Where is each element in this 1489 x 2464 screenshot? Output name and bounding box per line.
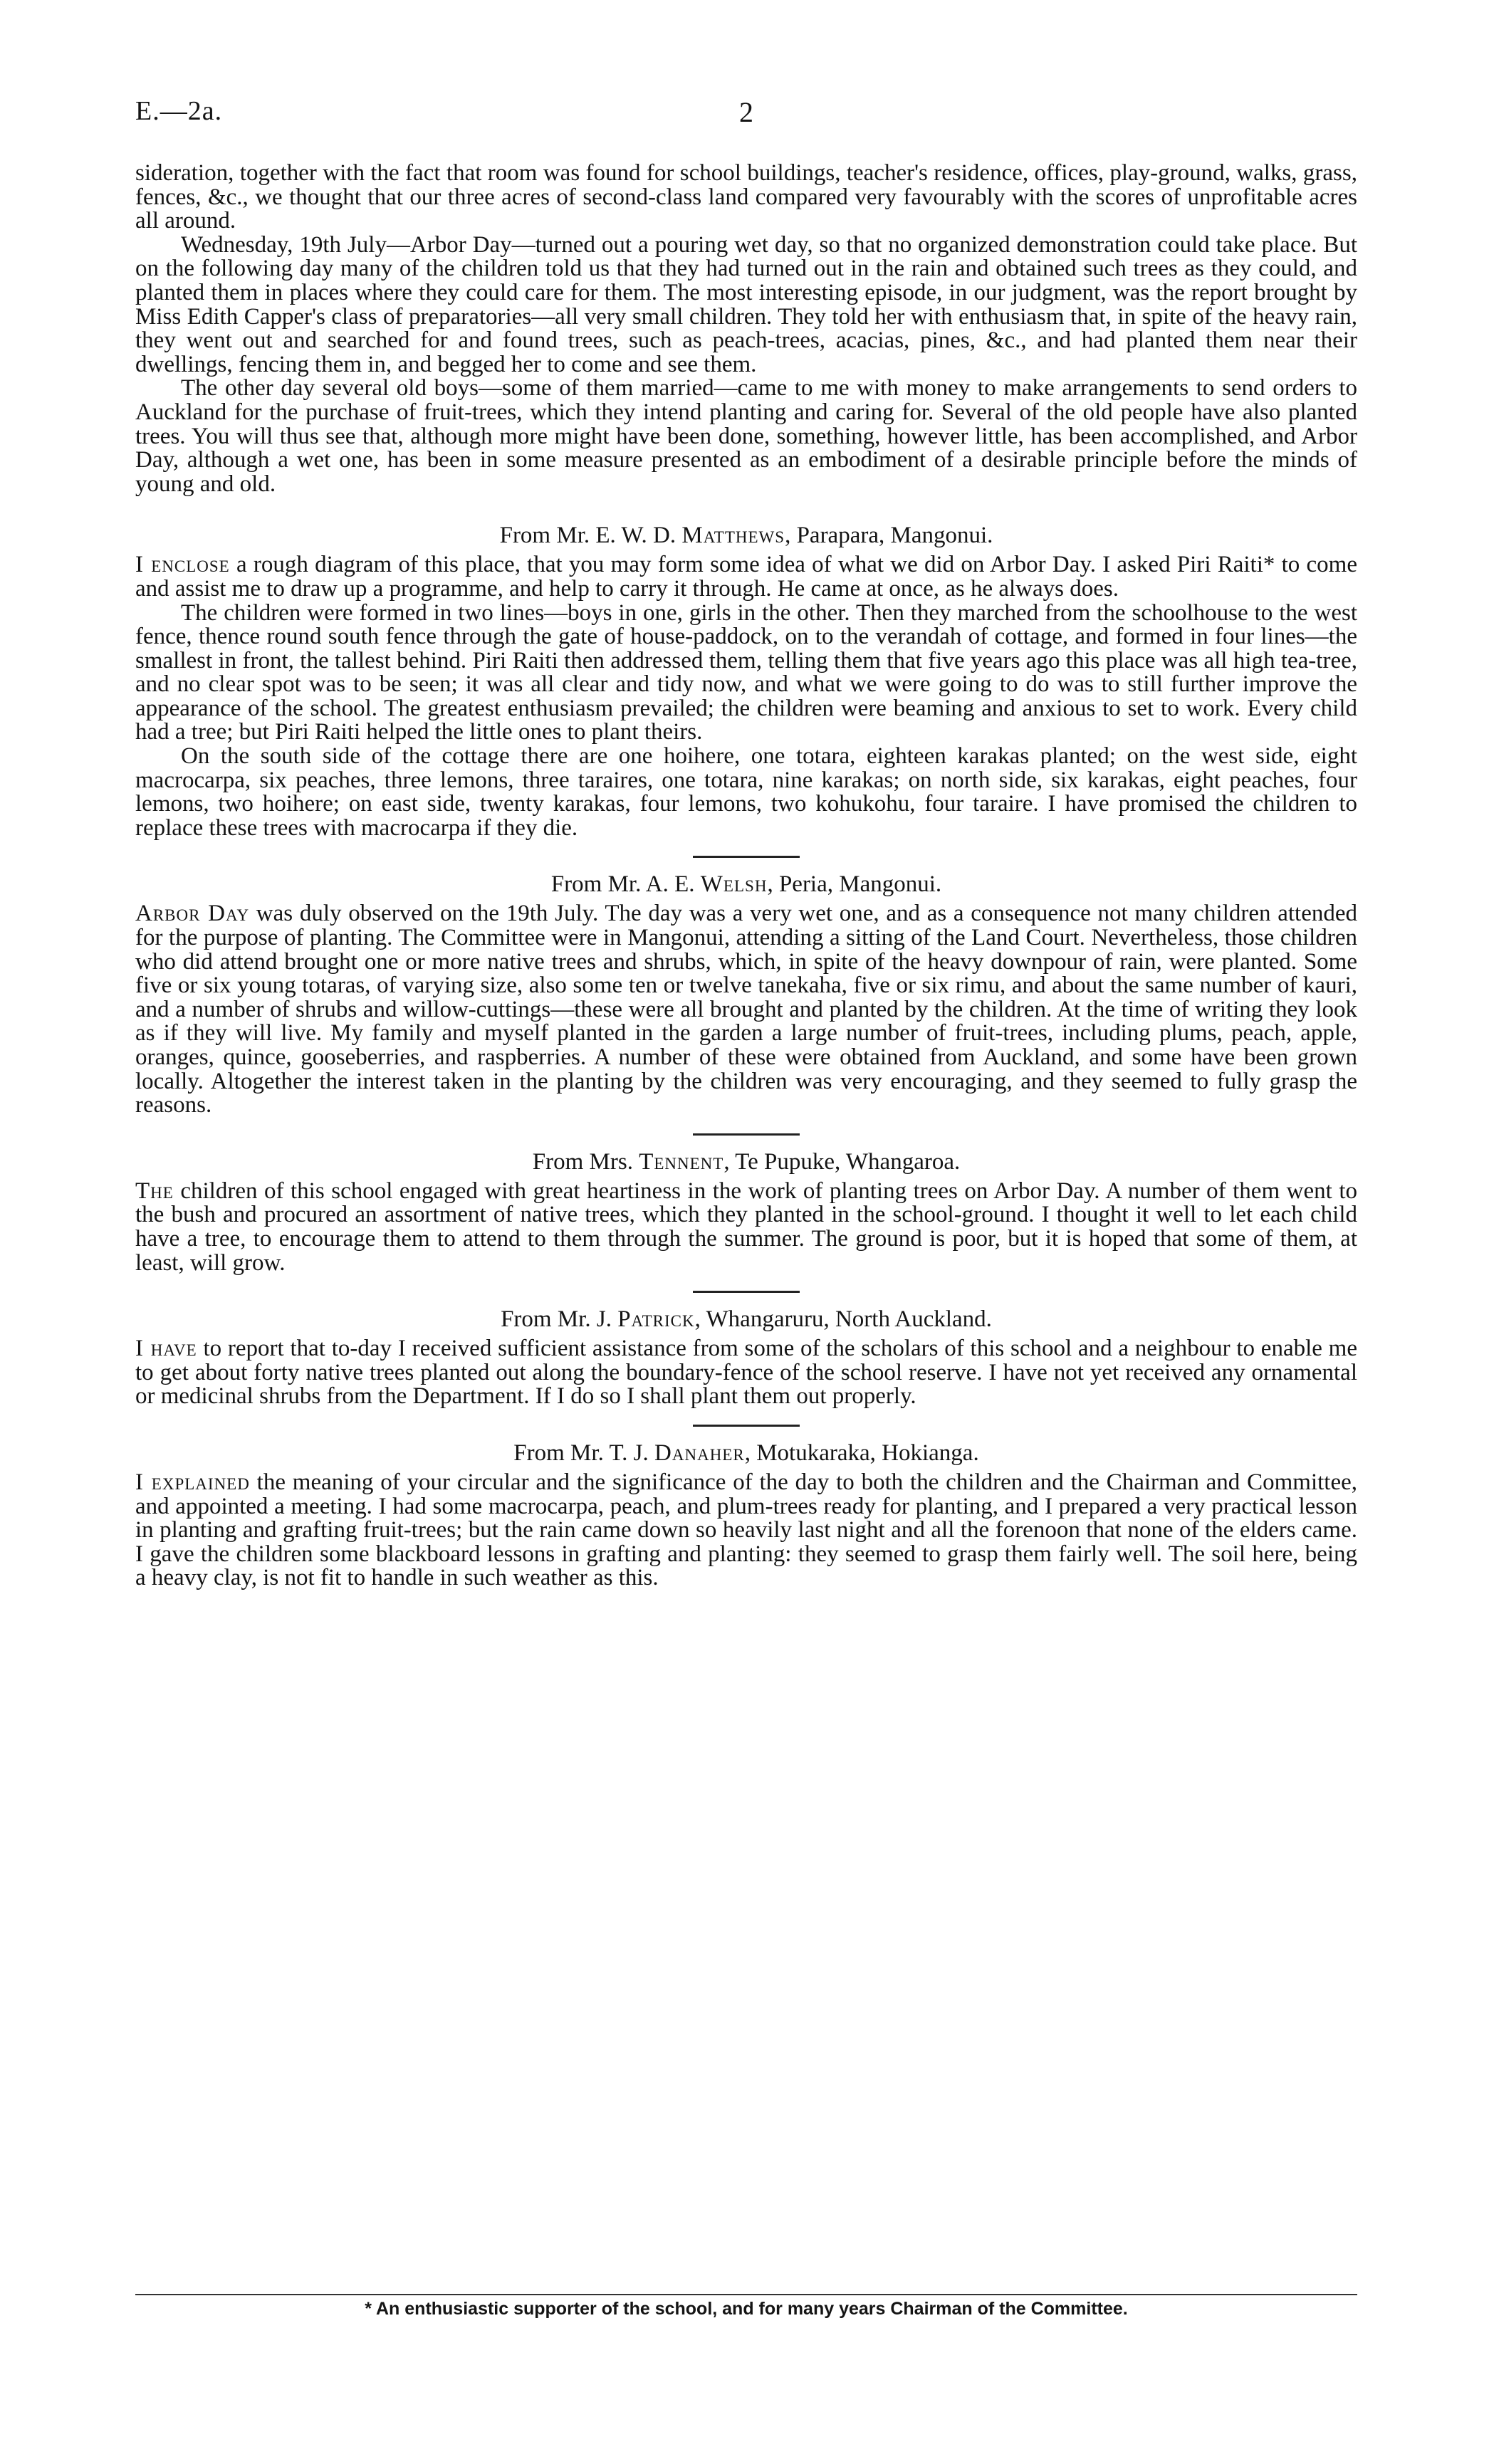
footnote: * An enthusiastic supporter of the school, and for many years Chairman of the Committee. [365,2299,1128,2319]
heading-place: , Te Pupuke, Whangaroa. [723,1148,961,1175]
paragraph-text: to report that to-day I received sufficient assistance from some of the scholars of this school and a neighbour to enable me to get about forty native trees planted out along the boundary-fence of the school reserve. I have not yet received any ornamental or medicinal shrubs from the Department. If I do so I shall plant them out properly. [135,1336,1357,1410]
paragraph-text: a rough diagram of this place, that you may form some idea of what we did on Arbor Day. I asked Piri Raiti* to come and assist me to draw up a programme, and help to carry it through. He came at once, as he always does. [135,552,1357,602]
page-header [135,95,1357,138]
heading-name: Welsh [700,871,768,898]
patrick-paragraph-1 [135,1337,1357,1409]
heading-name: Danaher [654,1440,745,1466]
heading-place: , Motukaraka, Hokianga. [744,1440,979,1466]
intro-paragraph-3: The other day several old boys—some of them married—came to me with money to make arrangements to send orders to Auckland for the purchase of fruit-trees, which they intend planting and caring for. Several of the old people have also planted trees. You will thus see that, although more might have been done, something, however little, has been accomplished, and Arbor Day, although a wet one, has been in some measure presented as an embodiment of a desirable principle before the minds of young and old. [135,375,1357,497]
heading-name: Patrick [617,1306,695,1333]
heading-from: From Mr. E. W. D. [499,523,676,549]
heading-place: , Parapara, Mangonui. [785,523,993,549]
document-body [135,162,1357,1590]
intro-paragraph-2: Wednesday, 19th July—Arbor Day—turned out a pouring wet day, so that no organized demonstration could take place. But on the following day many of the children told us that they had turned out in the rain and obtained such trees as they could, and planted them in places where they could care for them. The most interesting episode, in our judgment, was the report brought by Miss Edith Capper's class of preparatories—all very small children. They told her with enthusiasm that, in spite of the heavy rain, they went out and searched for and found trees, such as peach-trees, acacias, pines, &c., and had planted them near their dwellings, fencing them in, and begged her to come and see them. [135,231,1357,377]
tennent-paragraph-1 [135,1180,1357,1275]
lead-word: I enclose [135,552,230,578]
paragraph-text: the meaning of your circular and the significance of the day to both the children and the Chairman and Committee, and appointed a meeting. I had some macrocarpa, peach, and plum-trees ready for planting, and I prepared a very practical lesson in planting and grafting fruit-trees; but the rain came down so heavily last night and all the forenoon that none of the elders came. I gave the children some blackboard lessons in grafting and planting: they seemed to grasp them fairly well. The soil here, being a heavy clay, is not fit to handle in such weather as this. [135,1469,1357,1591]
intro-paragraph-1: sideration, together with the fact that room was found for school buildings, teacher's residence, offices, play-ground, walks, grass, fences, &c., we thought that our three acres of second-class land compared very favourably with the scores of unprofitable acres all around. [135,160,1357,234]
matthews-paragraph-2: The children were formed in two lines—boys in one, girls in the other. Then they marched from the schoolhouse to the west fence, thence round south fence through the gate of house-paddock, on to the verandah of cottage, and formed in four lines—the smallest in front, the tallest behind. Piri Raiti then addressed them, telling them that five years ago this place was all high tea-tree, and no clear spot was to be seen; it was all clear and tidy now, and what we were going to do was to still further improve the appearance of the school. The greatest enthusiasm prevailed; the children were beaming and anxious to set to work. Every child had a tree; but Piri Raiti helped the little ones to plant theirs. [135,599,1357,745]
section-heading-tennent [135,1150,1357,1174]
lead-word: Arbor Day [135,901,250,927]
lead-word: I have [135,1336,197,1362]
page-number: 2 [739,96,753,128]
section-heading-welsh [135,872,1357,896]
lead-word: I explained [135,1469,250,1495]
section-heading-matthews [135,523,1357,547]
heading-from: From Mr. A. E. [550,871,695,898]
heading-place: , Peria, Mangonui. [767,871,942,898]
section-heading-danaher [135,1441,1357,1465]
heading-from: From Mrs. [532,1148,633,1175]
lead-word: The [135,1178,174,1204]
document-reference: E.—2a. [135,96,223,126]
heading-from: From Mr. J. [501,1306,612,1333]
heading-name: Matthews [681,523,785,549]
paragraph-text: children of this school engaged with great heartiness in the work of planting trees on Arbor Day. A number of them went to the bush and procured an assortment of native trees, which they planted in the school-ground. I thought it well to let each child have a tree, to encourage them to attend to them through the summer. The ground is poor, but it is hoped that some of them, at least, will grow. [135,1178,1357,1276]
danaher-paragraph-1 [135,1471,1357,1590]
heading-name: Tennent [639,1148,724,1175]
heading-from: From Mr. T. J. [513,1440,649,1466]
footnote-divider [135,2294,1357,2295]
paragraph-text: was duly observed on the 19th July. The day was a very wet one, and as a consequence not many children attended for the purpose of planting. The Committee were in Mangonui, attending a sitting of the Land Court. Nevertheless, those children who did attend brought one or more native trees and shrubs, which, in spite of the heavy downpour of rain, were planted. Some five or six young totaras, of varying size, also some ten or twelve tanekaha, five or six rimu, and about the same number of kauri, and a number of shrubs and willow-cuttings—these were all brought and planted by the children. At the time of writing they look as if they will live. My family and myself planted in the garden a large number of fruit-trees, including plums, peach, apple, oranges, quince, gooseberries, and raspberries. A number of these were obtained from Auckland, and some have been grown locally. Altogether the interest taken in the planting by the children was very encouraging, and they seemed to fully grasp the reasons. [135,901,1357,1118]
matthews-paragraph-1 [135,553,1357,601]
heading-place: , Whangaruru, North Auckland. [694,1306,992,1333]
section-heading-patrick [135,1307,1357,1331]
matthews-paragraph-3: On the south side of the cottage there are one hoihere, one totara, eighteen karakas planted; on the west side, eight macrocarpa, six peaches, three lemons, three taraires, one totara, nine karakas; on north side, six karakas, eight peaches, four lemons, two hoihere; on east side, twenty karakas, four lemons, two kohukohu, four taraire. I have promised the children to replace these trees with macrocarpa if they die. [135,743,1357,841]
welsh-paragraph-1 [135,902,1357,1117]
